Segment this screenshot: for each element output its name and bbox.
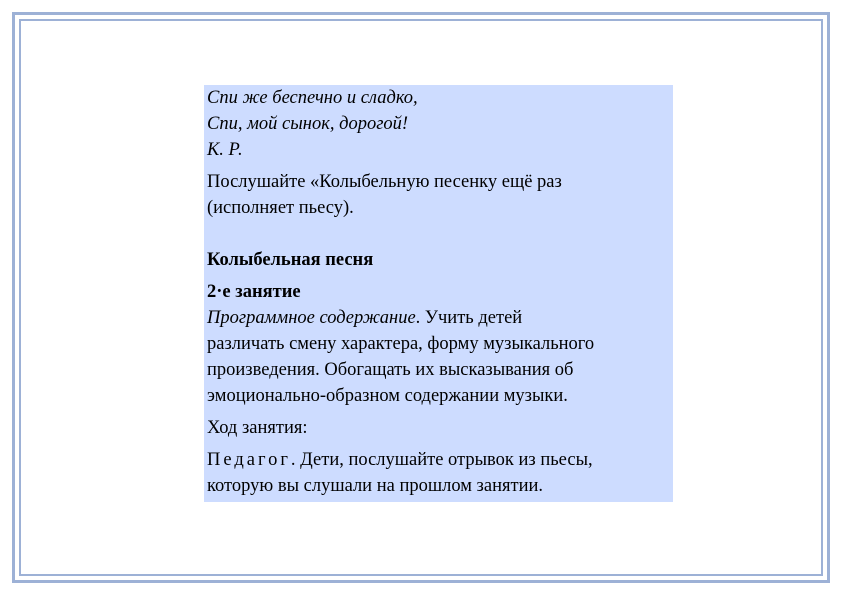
teacher-speaker: Педагог [207,450,291,470]
instruction-line-1: Послушайте «Колыбельную песенку ещё раз [207,172,562,192]
lesson-title: 2·е занятие [207,282,301,302]
program-line-3: произведения. Обогащать их высказывания об [207,360,574,380]
teacher-line-1-rest: . Дети, послушайте отрывок из пьесы, [290,450,593,470]
teacher-line-1 [207,447,670,473]
program-line-2: различать смену характера, форму музыкального [207,334,595,354]
program-label: Программное содержание [207,308,416,328]
poem-author: К. Р. [207,140,243,160]
text-block [204,85,673,502]
program-line-1-rest: . Учить детей [415,308,523,328]
program-line-1 [207,305,670,331]
poem-line-1: Спи же беспечно и сладко, [207,88,418,108]
teacher-line-2: которую вы слушали на прошлом занятии. [207,476,543,496]
poem-line-2: Спи, мой сынок, дорогой! [207,114,409,134]
section-title: Колыбельная песня [207,250,374,270]
program-line-4: эмоционально-образном содержании музыки. [207,386,568,406]
instruction-line-2: (исполняет пьесу). [207,198,354,218]
course-heading: Ход занятия: [207,418,308,438]
